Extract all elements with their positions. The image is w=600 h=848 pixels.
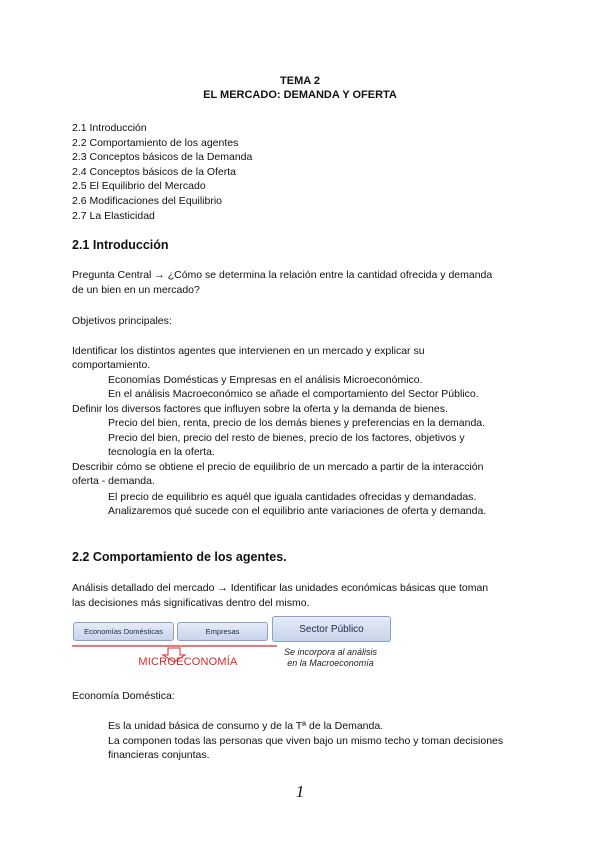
toc-item: 2.6 Modificaciones del Equilibrio [72,194,222,207]
economia-domestica-point: financieras conjuntas. [108,749,210,761]
objective-item: comportamiento. [72,359,151,371]
microeconomia-label: MICROECONOMÍA [138,656,238,668]
toc-item: 2.1 Introducción [72,122,147,134]
objective-subitem: En el análisis Macroeconómico se añade el comportamiento del Sector Público. [108,388,479,400]
diagram-box-sector-publico [272,616,391,642]
objective-item: Describir cómo se obtiene el precio de equilibrio de un mercado a partir de la interacción [72,461,484,473]
section-heading-agentes: 2.2 Comportamiento de los agentes. [72,550,287,564]
objective-subitem: Precio del bien, precio del resto de bienes, precio de los factores, objetivos y [108,432,465,444]
table-of-contents [72,121,252,223]
toc-item: 2.5 El Equilibrio del Mercado [72,180,206,193]
topic-number: TEMA 2 [280,75,320,87]
economia-domestica-point: Es la unidad básica de consumo y de la Tª de la Demanda. [108,720,384,732]
diagram-box-empresas [177,622,268,641]
central-question-line: de un bien en un mercado? [72,284,200,296]
toc-item: 2.4 Conceptos básicos de la Oferta [72,165,237,178]
objective-subitem: Analizaremos qué sucede con el equilibrio ante variaciones de oferta y demanda. [108,505,487,517]
objective-subitem: tecnología en la oferta. [108,446,215,458]
page-title: EL MERCADO: DEMANDA Y OFERTA [203,89,397,101]
objective-subitem: El precio de equilibrio es aquél que iguala cantidades ofrecidas y demandadas. [108,491,477,503]
macro-note-line: en la Macroeconomía [287,658,374,668]
toc-item: 2.2 Comportamiento de los agentes [72,136,239,149]
section-heading-introduccion: 2.1 Introducción [72,238,169,252]
objective-subitem: Economías Domésticas y Empresas en el análisis Microeconómico. [108,374,423,386]
macro-note [272,647,389,669]
objectives-label: Objetivos principales: [72,315,172,327]
economia-domestica-label: Economía Doméstica: [72,690,175,702]
objective-item: Identificar los distintos agentes que intervienen en un mercado y explicar su [72,345,425,357]
economia-domestica-point: La componen todas las personas que viven bajo un mismo techo y toman decisiones [108,735,504,747]
diagram-box-label: Sector Público [299,623,364,635]
page-number: 1 [295,782,305,801]
macro-note-line: Se incorpora al análisis [283,647,378,657]
section-intro-line: las decisiones más significativas dentro del mismo. [72,597,310,609]
diagram-box-label: Economías Domésticas [84,627,163,636]
toc-item: 2.3 Conceptos básicos de la Demanda [72,151,253,164]
objective-item: Definir los diversos factores que influyen sobre la oferta y la demanda de bienes. [72,403,448,415]
toc-item: 2.7 La Elasticidad [72,209,155,222]
section-intro-line: Análisis detallado del mercado → Identificar las unidades económicas básicas que toman [72,582,489,594]
objective-item: oferta - demanda. [72,475,155,487]
objective-subitem: Precio del bien, renta, precio de los demás bienes y preferencias en la demanda. [108,417,486,429]
central-question-line: Pregunta Central → ¿Cómo se determina la relación entre la cantidad ofrecida y demanda [72,269,493,281]
diagram-box-label: Empresas [205,627,240,636]
diagram-box-economias-domesticas [73,622,174,641]
